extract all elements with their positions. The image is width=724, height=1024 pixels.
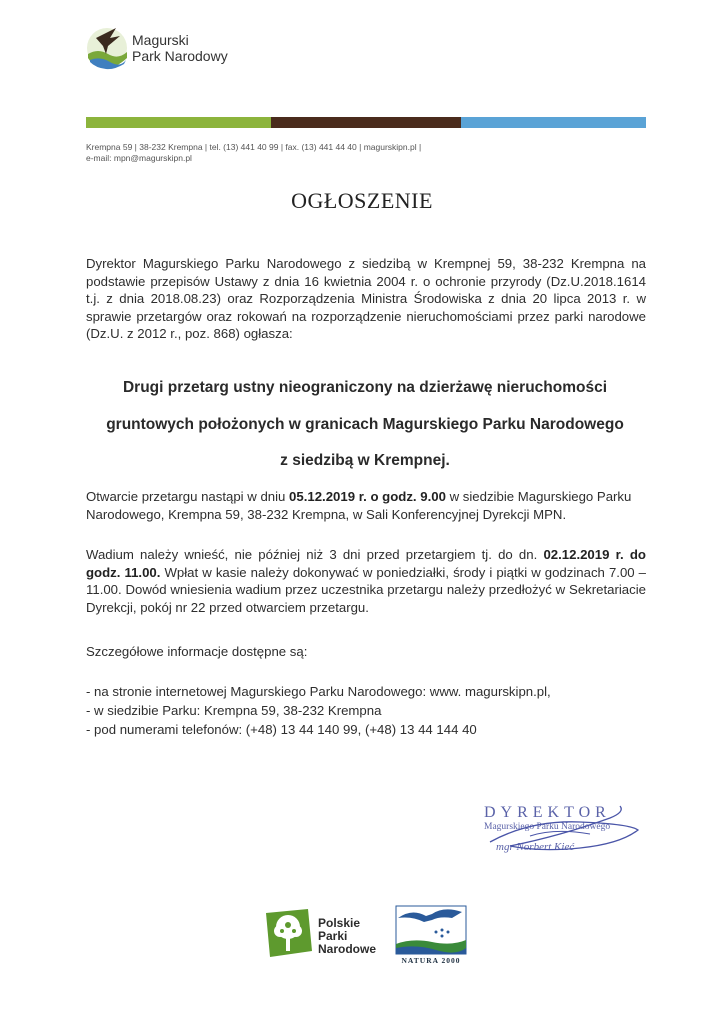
- contact-line2: e-mail: mpn@magurskipn.pl: [86, 153, 192, 163]
- logo-line1: Magurski: [132, 32, 189, 48]
- intro-paragraph: Dyrektor Magurskiego Parku Narodowego z siedzibą w Krempnej 59, 38-232 Krempna na podstawie przepisów Ustawy z dnia 16 kwietnia 2004 r. o ochronie przyrody (Dz.U.2018.1614 t.j. z dnia 2018.08.23) oraz Rozporządzenia Ministra Środowiska z dnia 20 lipca 2013 r. w sprawie przetargów oraz rokowań na rozporządzenie nieruchomościami przez parki narodowe (Dz.U. z 2012 r., poz. 868) ogłasza:: [86, 256, 646, 341]
- ppn-line3: Narodowe: [318, 942, 377, 956]
- eagle-logo-icon: [86, 24, 128, 72]
- park-logo: [86, 24, 286, 76]
- color-bar-green: [86, 117, 271, 128]
- natura-2000-logo: [392, 904, 470, 968]
- ppn-line2: Parki: [318, 929, 348, 943]
- contact-line1: Krempna 59 | 38-232 Krempna | tel. (13) 441 40 99 | fax. (13) 441 44 40 | magurskipn.pl |: [86, 142, 422, 152]
- headline-line1: Drugi przetarg ustny nieograniczony na dzierżawę nieruchomości: [122, 379, 608, 396]
- director-signature: [470, 800, 660, 870]
- headline-line2: gruntowych położonych w granicach Magurskiego Parku Narodowego: [106, 416, 624, 433]
- signature-name: mgr Norbert Kieć: [496, 841, 575, 853]
- ppn-line1: Polskie: [318, 916, 361, 930]
- deposit-text1: Wadium należy wnieść, nie później niż 3 dni przed przetargiem tj. do dn.: [86, 547, 544, 562]
- polskie-parki-narodowe-logo: [262, 907, 392, 959]
- opening-date: 05.12.2019 r. o godz. 9.00: [289, 489, 446, 504]
- page-title: OGŁOSZENIE: [291, 188, 433, 213]
- contact-info: [86, 142, 421, 164]
- color-bar-brown: [271, 117, 461, 128]
- opening-text1: Otwarcie przetargu nastąpi w dniu: [86, 489, 290, 504]
- details-intro: Szczegółowe informacje dostępne są:: [86, 644, 308, 659]
- natura-text: NATURA 2000: [401, 956, 461, 965]
- list-item: - pod numerami telefonów: (+48) 13 44 140 99, (+48) 13 44 144 40: [86, 722, 477, 737]
- signature-org: Magurskiego Parku Narodowego: [484, 822, 611, 832]
- logo-text: [132, 32, 228, 64]
- headline-line3: z siedzibą w Krempnej.: [280, 452, 450, 469]
- logo-line2: Park Narodowy: [132, 48, 228, 64]
- signature-scribble-icon: [470, 800, 660, 870]
- details-list: [86, 682, 551, 739]
- color-bar-blue: [461, 117, 646, 128]
- header-color-bar: [86, 117, 646, 128]
- natura-birds-icon: [392, 904, 470, 956]
- signature-title: DYREKTOR: [484, 804, 611, 821]
- opening-text2: w siedzibie Magurskiego Parku Narodowego, Krempna 59, 38-232 Krempna, w Sali Konferencyjnej Dyrekcji MPN.: [86, 489, 632, 522]
- list-item: - w siedzibie Parku: Krempna 59, 38-232 Krempna: [86, 703, 382, 718]
- tree-logo-icon: [262, 907, 314, 959]
- opening-paragraph: [86, 488, 646, 523]
- deposit-deadline: 02.12.2019 r. do godz. 11.00.: [86, 547, 646, 580]
- deposit-paragraph: [86, 546, 646, 616]
- list-item: - na stronie internetowej Magurskiego Parku Narodowego: www. magurskipn.pl,: [86, 684, 551, 699]
- ppn-text: [318, 917, 376, 956]
- deposit-text2: Wpłat w kasie należy dokonywać w poniedziałki, środy i piątki w godzinach 7.00 – 11.00. Dowód wniesienia wadium przez uczestnika przetargu należy przedłożyć w Sekretariacie Dyrekcji, pokój nr 22 przed otwarciem przetargu.: [86, 564, 646, 615]
